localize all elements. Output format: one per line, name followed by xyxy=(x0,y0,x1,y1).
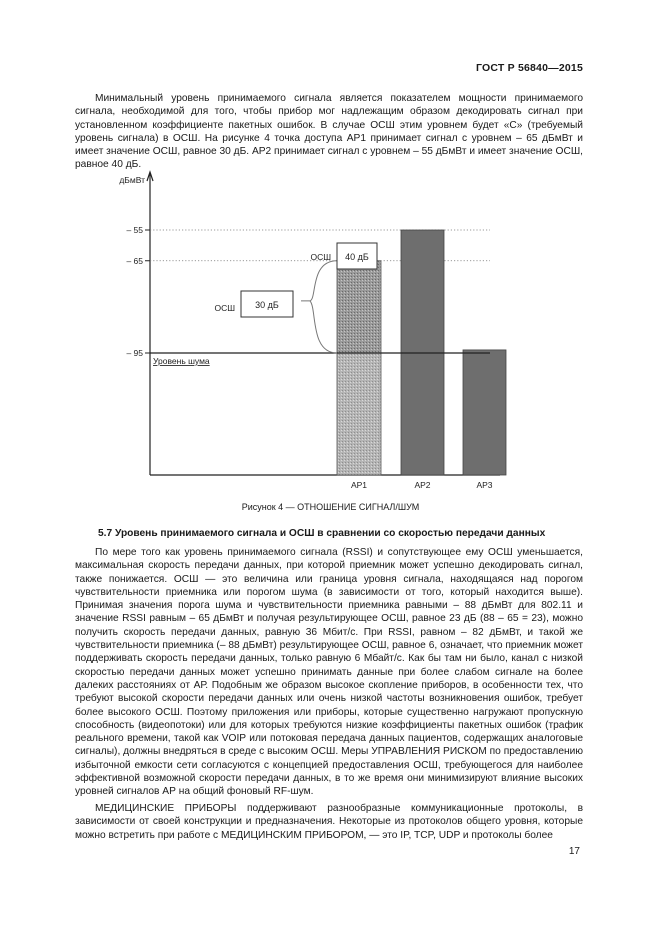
intro-paragraph: Минимальный уровень принимаемого сигнала является показателем мощности принимаемого сигнала, необходимой для того, чтобы прибор мог надлежащим образом декодировать сигнал при установленном коэффициенте пакетных ошибок. В случае ОСШ этим уровнем будет «С» (требуемый уровень сигнала) в ОСШ. На рисунке 4 точка доступа АР1 принимает сигнал с уровнем – 65 дБмВт и имеет значение ОСШ, равное 30 дБ. АР2 принимает сигнал с уровнем – 55 дБмВт и имеет значение ОСШ, равное 40 дБ. xyxy=(75,93,584,171)
snr-value-ap2: 40 дБ xyxy=(345,252,369,262)
body-paragraph-2: МЕДИЦИНСКИЕ ПРИБОРЫ поддерживают разнообразные коммуникационные протоколы, в зависимости от своей конструкции и предназначения. Некоторые из протоколов общего уровня, которые можно встретить при работе с МЕДИЦИНСКИМ ПРИБОРОМ, — это IP, TCP, UDP и протоколы более xyxy=(75,803,583,841)
snr-value-ap1: 30 дБ xyxy=(255,300,279,310)
page-number: 17 xyxy=(568,846,580,857)
y-tick-label: – 55 xyxy=(126,225,143,235)
snr-label-ap1: ОСШ xyxy=(214,303,235,313)
noise-floor-label: Уровень шума xyxy=(153,356,210,366)
x-tick-label: АР1 xyxy=(350,480,368,490)
y-tick-label: – 65 xyxy=(126,255,143,266)
x-tick-label: АР3 xyxy=(476,480,493,490)
document-standard-header: ГОСТ Р 56840—2015 xyxy=(475,62,583,74)
bar-ap1-lower xyxy=(337,353,381,475)
y-axis-label: дБмВт xyxy=(119,175,145,185)
snr-figure xyxy=(105,165,605,500)
body-paragraph-1: По мере того как уровень принимаемого сигнала (RSSI) и сопутствующее ему ОСШ уменьшается, максимальная скорость передачи данных, при которой приемник может успешно декодировать сигнал, также понижается. ОСШ — это величина или граница уровня сигнала, находящаяся над порогом чувствительности приемника или порогом шума (в зависимости от того, который находится выше). Принимая значения порога шума и чувствительности приемника равными – 88 дБмВт для 802.11 и значение RSSI равным – 65 дБмВт и получая результирующее ОСШ, равное 23 дБ (88 – 65 = 23), можно получить скорость передачи данных, равную 36 Мбит/с. При RSSI, равном – 82 дБмВт, и такой же чувствительности приемника (– 88 дБмВт) результирующее ОСШ, равное 6, означает, что приемник может поддерживать скорость передачи данных, только равную 6 Мбайт/с. Как бы там ни было, канал с низкой скоростью передачи данных может успешно принимать данные при более слабом сигнале на более далеких расстояниях от АР. Подобным же образом высокое скопление приборов, в особенности тех, что требуют высокой скорости передачи данных или очень низкой частоты возникновения ошибок, требует более высокого ОСШ. Поэтому приложения или приборы, которые существенно нагружают пропускную способность (видеопотоки) или для которых требуются низкие коэффициенты пакетных ошибок (трафик реального времени, такой как VOIP или потоковая передача данных пациентов, содержащих аналоговые сигналы), должны внедряться в среде с высоким ОСШ. Меры УПРАВЛЕНИЯ РИСКОМ по предоставлению избыточной емкости сети согласуются с концепцией предоставления ОСШ, требующегося для наиболее эффективной возможной скорости передачи данных, в то же время они минимизируют влияние высоких уровней сигналов АР на общий фоновый RF-шум. xyxy=(75,547,583,798)
snr-bracket-ap1 xyxy=(301,261,337,353)
snr-label-ap2: ОСШ xyxy=(310,252,331,262)
x-tick-label: АР2 xyxy=(414,480,431,490)
figure-caption: Рисунок 4 — ОТНОШЕНИЕ СИГНАЛ/ШУМ xyxy=(241,502,420,512)
y-tick-label: – 95 xyxy=(126,348,143,358)
bar-ap1-upper xyxy=(337,261,381,353)
bar-ар3 xyxy=(463,350,506,475)
section-title: 5.7 Уровень принимаемого сигнала и ОСШ в сравнении со скоростью передачи данных xyxy=(98,528,546,539)
